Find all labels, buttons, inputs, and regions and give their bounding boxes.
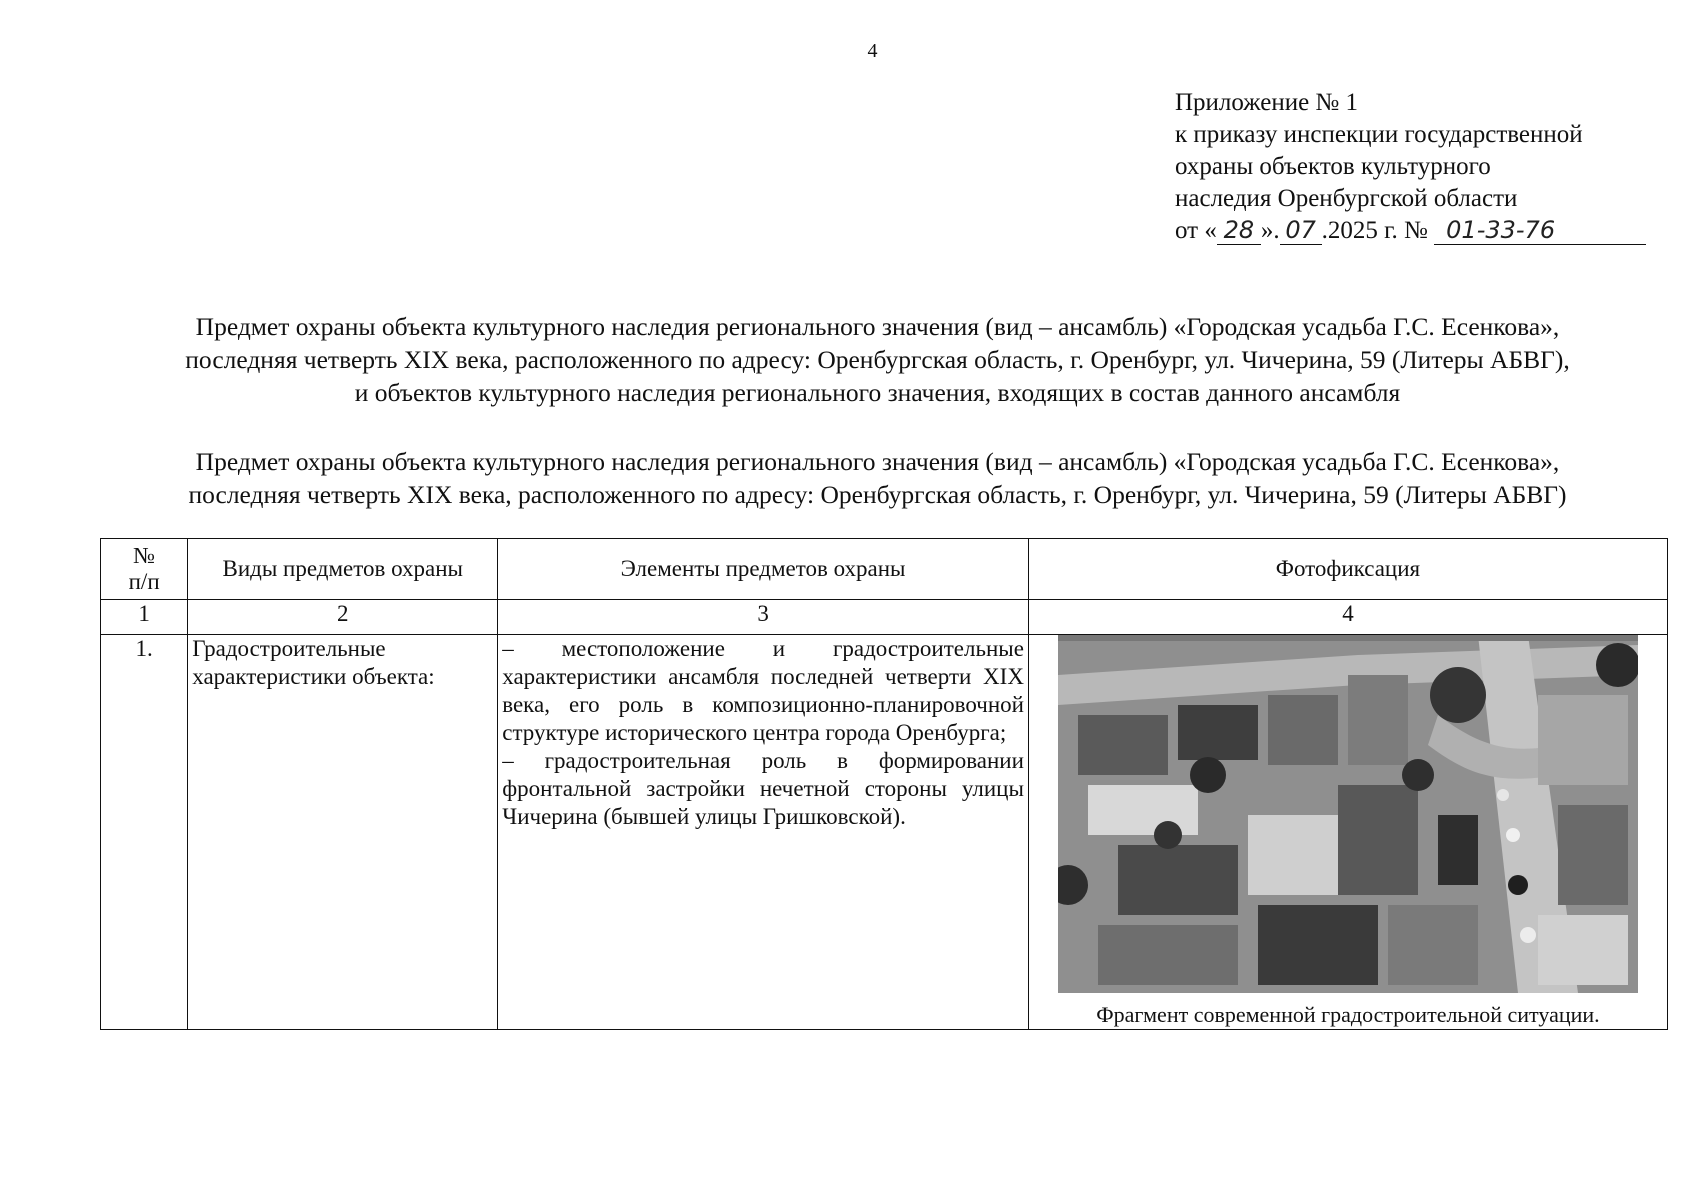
appendix-line-4: наследия Оренбургской области bbox=[1175, 185, 1518, 212]
appendix-block bbox=[1175, 87, 1655, 247]
table-row bbox=[101, 635, 1668, 1030]
header-number-pp: п/п bbox=[128, 569, 160, 594]
header-kinds: Виды предметов охраны bbox=[188, 539, 498, 600]
column-number-4: 4 bbox=[1028, 600, 1667, 635]
handwritten-order-number: 01-33-76 bbox=[1434, 216, 1646, 245]
sub-heading-line-2: последняя четверть XIX века, расположенного по адресу: Оренбургская область, г. Оренбург, ул. Чичерина, 59 (Литеры АБВГ) bbox=[188, 480, 1567, 509]
date-suffix: .2025 г. № bbox=[1321, 217, 1428, 244]
table-header-row bbox=[101, 539, 1668, 600]
element-item-1: – местоположение и градостроительные характеристики ансамбля последней четверти XIX века, его роль в композиционно-планировочной структуре исторического центра города Оренбурга; bbox=[502, 636, 1024, 745]
appendix-title: Приложение № 1 bbox=[1175, 89, 1359, 116]
sub-heading bbox=[95, 445, 1660, 511]
column-number-3: 3 bbox=[498, 600, 1029, 635]
row-number: 1. bbox=[101, 635, 188, 1030]
column-number-row bbox=[101, 600, 1668, 635]
row-elements bbox=[498, 635, 1029, 1030]
header-photo: Фотофиксация bbox=[1028, 539, 1667, 600]
element-item-2: – градостроительная роль в формировании фронтальной застройки нечетной стороны улицы Чичерина (бывшей улицы Гришковской). bbox=[502, 748, 1024, 829]
row-kind: Градостроительные характеристики объекта: bbox=[188, 635, 498, 1030]
header-elements: Элементы предметов охраны bbox=[498, 539, 1029, 600]
row-photo-cell bbox=[1028, 635, 1667, 1030]
main-heading bbox=[95, 310, 1660, 409]
aerial-photo-image bbox=[1058, 635, 1638, 993]
sub-heading-line-1: Предмет охраны объекта культурного наследия регионального значения (вид – ансамбль) «Городская усадьба Г.С. Есенкова», bbox=[195, 447, 1560, 476]
page-number: 4 bbox=[867, 40, 878, 62]
main-heading-line-1: Предмет охраны объекта культурного наследия регионального значения (вид – ансамбль) «Городская усадьба Г.С. Есенкова», bbox=[195, 312, 1560, 341]
date-mid: ». bbox=[1260, 217, 1280, 244]
photo-caption: Фрагмент современной градостроительной ситуации. bbox=[1096, 1002, 1600, 1027]
appendix-line-3: охраны объектов культурного bbox=[1175, 153, 1491, 180]
main-heading-line-2: последняя четверть XIX века, расположенного по адресу: Оренбургская область, г. Оренбург, ул. Чичерина, 59 (Литеры АБВГ), bbox=[185, 345, 1570, 374]
header-number bbox=[101, 539, 188, 600]
column-number-2: 2 bbox=[188, 600, 498, 635]
header-number-sign: № bbox=[133, 543, 156, 568]
column-number-1: 1 bbox=[101, 600, 188, 635]
date-prefix: от « bbox=[1175, 217, 1217, 244]
appendix-date-line bbox=[1175, 215, 1655, 247]
main-heading-line-3: и объектов культурного наследия регионального значения, входящих в состав данного ансамбля bbox=[354, 378, 1401, 407]
appendix-line-2: к приказу инспекции государственной bbox=[1175, 121, 1583, 148]
handwritten-month: 07 bbox=[1280, 216, 1322, 245]
aerial-photo bbox=[1058, 635, 1638, 993]
protection-table bbox=[100, 538, 1668, 1030]
handwritten-day: 28 bbox=[1217, 216, 1261, 245]
